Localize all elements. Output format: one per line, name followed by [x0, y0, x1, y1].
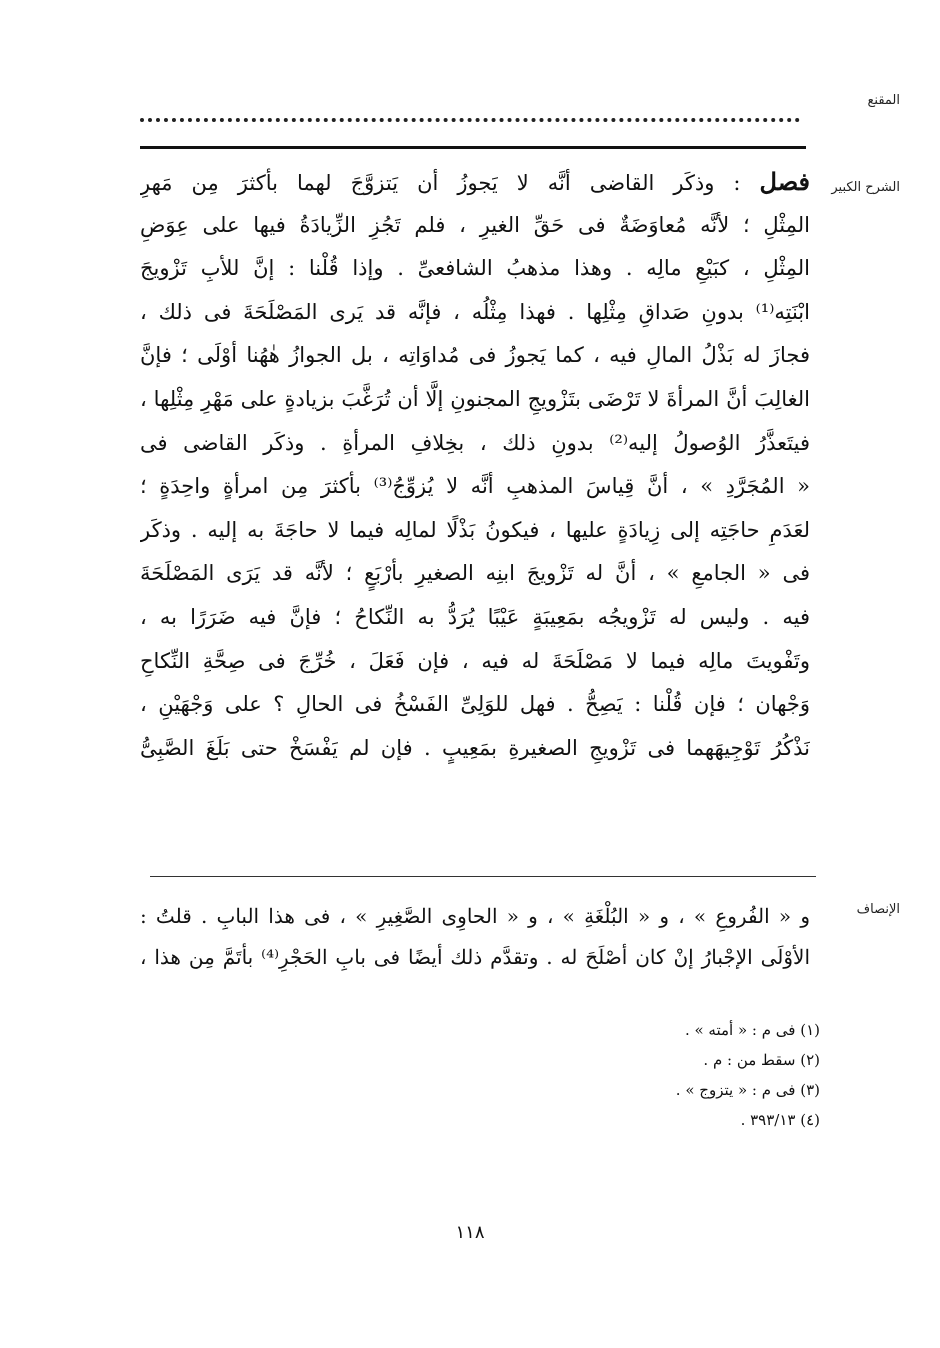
- text-line: نَذْكُرُ تَوْجِيهَهما فى تَزْويجِ الصغيرةِ بمَعِيبٍ . فإن لم يَفْسَخْ حتى بَلَغَ الصَّبِىُّ: [140, 735, 810, 760]
- text-line-1: [140, 160, 810, 204]
- header-divider: [140, 146, 806, 149]
- text-line: المِثْلِ ؛ لأنَّه مُعاوَضَةٌ فى حَقِّ الغيرِ ، فلم تَجُزِ الزِّيادَةُ فيها على عِوَضِ: [140, 212, 810, 237]
- footnote-2: (٢) سقط من : م .: [703, 1051, 820, 1069]
- text-line: لعَدَمِ حاجَتِه إلى زِيادَةٍ عليها ، فيكونُ بَذْلًا لمالِه فيما لا حاجَةَ به إليه . وذكَر: [140, 517, 810, 542]
- section-divider: [150, 876, 816, 877]
- text-line: فيتَعذَّرُ الوُصولُ إليه⁽²⁾ بدونِ ذلك ، بخِلافِ المرأةِ . وذكَر القاضى فى: [140, 430, 810, 455]
- text-line: فى « الجامعِ » ، أنَّ له تَزْويجَ ابنِه الصغيرِ بأرْبَعٍ ؛ لأنَّه قد يَرَى المَصْلَحَةَ: [140, 561, 810, 586]
- text-line: فيه . وليس له تَزْويجُه بمَعِيبَةٍ عَيْبًا يُرَدُّ به النِّكاحُ ؛ فإنَّ فيه ضَرَرًا به ،: [140, 604, 810, 629]
- text-line: وتَفْويتَ مالِه فيما لا مَصْلَحَةَ له فيه ، فإن فَعَلَ ، خُرِّجَ فى صِحَّةِ النِّكاحِ: [140, 648, 810, 673]
- insaf-line: و « الفُروعِ » ، و « البُلْغَةِ » ، و « الحاوِى الصَّغِيرِ » ، فى هذا البابِ . قلتُ :: [140, 904, 810, 928]
- text-line: المِثْلِ ، كبَيْعِ مالِه . وهذا مذهبُ الشافعىِّ . وإذا قُلْنا : إنَّ للأبِ تَزْويجَ: [140, 256, 810, 281]
- insaf-line: الأوْلَى الإجْبارُ إنْ كان أصْلَحَ له . وتقدَّم ذلك أيضًا فى بابِ الحَجْرِ⁽⁴⁾ بأتَمَّ مِن هذا ،: [140, 945, 810, 969]
- insaf-section-label: الإنصاف: [856, 902, 900, 917]
- text-line: ابْنَتِه⁽¹⁾ بدونِ صَداقِ مِثْلِها . فهذا مِثْلُه ، فإنَّه قد يَرى المَصْلَحَةَ فى ذلك ،: [140, 299, 810, 324]
- main-commentary-text: [140, 160, 810, 770]
- book-title-label: المقنع: [867, 93, 900, 108]
- page-number: ١١٨: [455, 1222, 485, 1243]
- footnote-1: (١) فى م : « أمته » .: [684, 1021, 820, 1039]
- text-line: وَجْهان ؛ فإن قُلْنا : يَصِحُّ . فهل للوَلِىِّ الفَسْخُ فى الحالِ ؟ على وَجْهَيْنِ ،: [140, 692, 810, 717]
- main-section-label: الشرح الكبير: [831, 180, 900, 195]
- text-line: الغالِبَ أنَّ المرأةَ لا تَرْضَى بتَزْويجِ المجنونِ إلَّا أن تُرَغَّبَ بزيادةٍ على مَهْرِ مِثْلِها ،: [140, 386, 810, 411]
- footnote-3: (٣) فى م : « يتزوج » .: [675, 1081, 820, 1099]
- footnotes: [420, 1015, 820, 1135]
- insaf-text: [140, 896, 810, 978]
- text-line-1-body: : وذكَر القاضى أنَّه لا يَجوزُ أن يَتزوَّجَ لهما بأكثرَ مِن مَهرِ: [140, 171, 741, 195]
- header-dotted-rule: [140, 108, 800, 122]
- text-line: فجازَ له بَذْلُ المالِ فيه ، كما يَجوزُ فى مُداوَاتِه ، بل الجوازُ هٰهُنا أوْلَى ؛ فإنَّ: [140, 343, 810, 368]
- footnote-4: (٤) ٣٩٣/١٣ .: [740, 1111, 820, 1129]
- text-line: « المُجَرَّدِ » ، أنَّ قِياسَ المذهبِ أنَّه لا يُزوِّجُ⁽³⁾ بأكثرَ مِن امرأةٍ واحِدَةٍ ؛: [140, 474, 810, 499]
- section-lead-word: فصل: [759, 167, 810, 196]
